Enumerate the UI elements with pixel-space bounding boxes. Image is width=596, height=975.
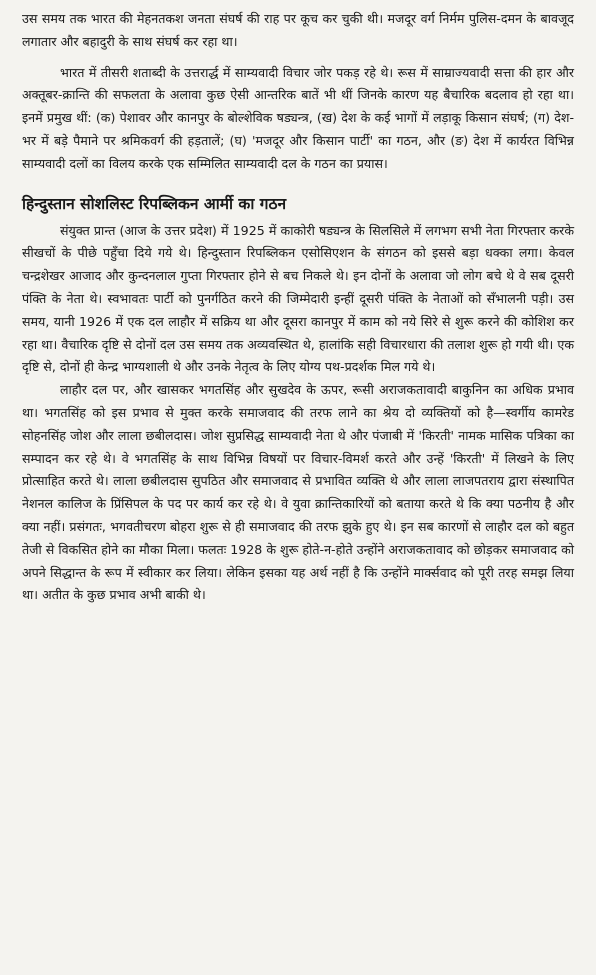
section-heading: हिन्दुस्तान सोशलिस्ट रिपब्लिकन आर्मी का गठन: [22, 194, 287, 213]
paragraph-communist-ideas: भारत में तीसरी शताब्दी के उत्तरार्द्ध में साम्यवादी विचार जोर पकड़ रहे थे। रूस में साम्राज्यवादी सत्ता की हार और अक्तूबर-क्रान्ति की सफलता के अलावा कुछ ऐसी आन्तरिक बातें भी थीं जिनके कारण यह बैचारिक बदलाव हो रहा था। इनमें प्रमुख थीं: (क) पेशावर और कानपुर के बोल्शेविक षड्यन्त्र, (ख) देश के कई भागों में लड़ाकू किसान संघर्ष; (ग) देश-भर में बड़े पैमाने पर श्रमिकवर्ग की हड़तालें; (घ) 'मजदूर और किसान पार्टी' का गठन, और (ङ) देश में कार्यरत विभिन्न साम्यवादी दलों का विलय करके एक सम्मिलित साम्यवादी दल के गठन का प्रयास।: [22, 64, 574, 171]
paragraph-lahore-group: लाहौर दल पर, और खासकर भगतसिंह और सुखदेव के ऊपर, रूसी अराजकतावादी बाकुनिन का अधिक प्रभाव था। भगतसिंह को इस प्रभाव से मुक्त करके समाजवाद की तरफ लाने का श्रेय दो व्यक्तियों को है—स्वर्गीय कामरेड सोहनसिंह जोश और लाला छबीलदास। जोश सुप्रसिद्ध साम्यवादी नेता थे और पंजाबी में 'किरती' नामक मासिक पत्रिका का सम्पादन कर रहे थे। वे भगतसिंह के साथ विभिन्न विषयों पर विचार-विमर्श करते और उन्हें 'किरती' में लिखने के लिए प्रोत्साहित करते थे। लाला छबीलदास सुपठित और समाजवाद से प्रभावित व्यक्ति थे और लाला लाजपतराय द्वारा संस्थापित नेशनल कालिज के प्रिंसिपल के पद पर कार्य कर रहे थे। वे युवा क्रान्तिकारियों को बताया करते थे कि क्या पठनीय है और क्या नहीं। प्रसंगतः, भगवतीचरण बोहरा शुरू से ही समाजवाद की तरफ झुके हुए थे। इन सब कारणों से लाहौर दल को बहुत तेजी से विकसित होने का मौका मिला। फलतः 1928 के शुरू होते-न-होते उन्होंने अराजकतावाद को छोड़कर समाजवाद को अपने सिद्धान्त के रूप में स्वीकार कर लिया। लेकिन इसका यह अर्थ नहीं है कि उन्होंने मार्क्सवाद को पूरी तरह समझ लिया था। अतीत के कुछ प्रभाव अभी बाकी थे।: [22, 382, 574, 603]
paragraph-intro: उस समय तक भारत की मेहनतकश जनता संघर्ष की राह पर कूच कर चुकी थी। मजदूर वर्ग निर्मम पुलिस-दमन के बावजूद लगातार और बहादुरी के साथ संघर्ष कर रहा था।: [22, 11, 574, 49]
paragraph-kakori: संयुक्त प्रान्त (आज के उत्तर प्रदेश) में 1925 में काकोरी षड्यन्त्र के सिलसिले में लगभग सभी नेता गिरफ्तार करके सीखचों के पीछे पहुँचा दिये गये थे। हिन्दुस्तान रिपब्लिकन एसोसिएशन के संगठन को इससे बड़ा धक्का लगा। केवल चन्द्रशेखर आजाद और कुन्दनलाल गुप्ता गिरफ्तार होने से बच निकले थे। इन दोनों के अलावा जो लोग बचे थे वे सब दूसरी पंक्ति के नेता थे। स्वभावतः पार्टी को पुनर्गठित करने की जिम्मेदारी इन्हीं दूसरी पंक्ति के नेताओं को सँभालनी पड़ी। उस समय, यानी 1926 में एक दल लाहौर में सक्रिय था और दूसरा कानपुर में काम को नये सिरे से शुरू करने की कोशिश कर रहा था। वैचारिक दृष्टि से दोनों दल उस समय तक अव्यवस्थित थे, हालांकि सही विचारधारा की तलाश शुरू हो गयी थी। एक दृष्टि से, दोनों ही केन्द्र भाग्यशाली थे और उनके नेतृत्व के लिए योग्य पथ-प्रदर्शक मिल गये थे।: [22, 222, 574, 375]
